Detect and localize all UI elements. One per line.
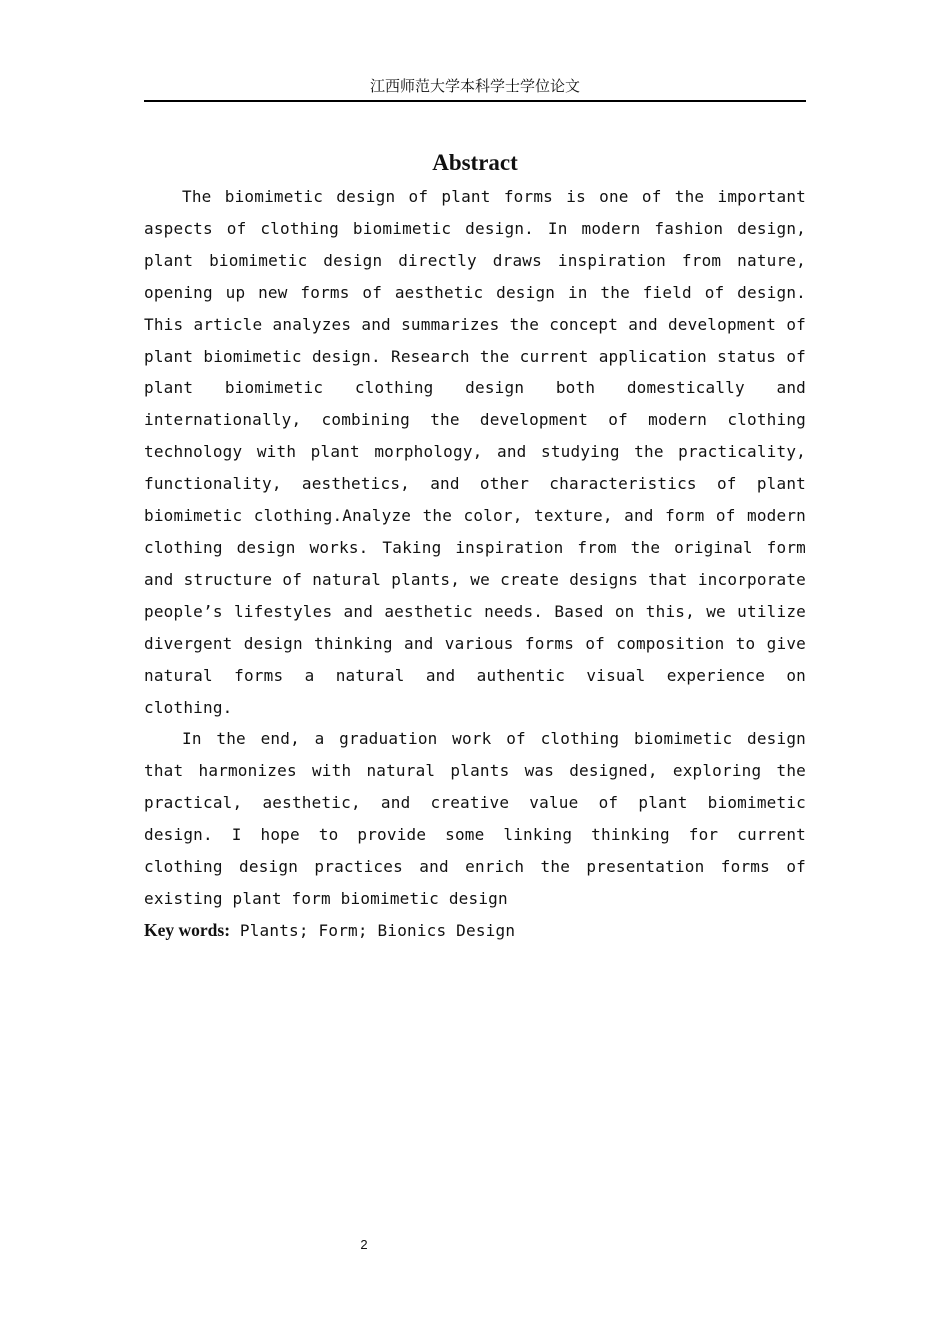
page-number: 2 xyxy=(360,1237,368,1252)
abstract-paragraph-2: In the end, a graduation work of clothing biomimetic design that harmonizes with natural plants was designed, exploring the practical, aesthetic, and creative value of plant biomimetic design. I hope to provide some linking thinking for current clothing design practices and enrich the presentation forms of existing plant form biomimetic design xyxy=(144,729,806,908)
header-rule xyxy=(144,100,806,102)
keywords-text: Plants; Form; Bionics Design xyxy=(230,920,516,940)
abstract-heading: Abstract xyxy=(432,150,518,175)
keywords-line xyxy=(144,915,806,947)
abstract-paragraph-1: The biomimetic design of plant forms is one of the important aspects of clothing biomimetic design. In modern fashion design, plant biomimetic design directly draws inspiration from nature, opening up new forms of aesthetic design in the field of design. This article analyzes and summarizes the concept and development of plant biomimetic design. Research the current application status of plant biomimetic clothing design both domestically and internationally, combining the development of modern clothing technology with plant morphology, and studying the practicality, functionality, aesthetics, and other characteristics of plant biomimetic clothing.Analyze the color, texture, and form of modern clothing design works. Taking inspiration from the original form and structure of natural plants, we create designs that incorporate people’s lifestyles and aesthetic needs. Based on this, we utilize divergent design thinking and various forms of composition to give natural forms a natural and authentic visual experience on clothing. xyxy=(144,187,806,717)
abstract-body xyxy=(144,181,806,947)
keywords-label: Key words: xyxy=(144,919,231,940)
running-header: 江西师范大学本科学士学位论文 xyxy=(369,77,580,95)
